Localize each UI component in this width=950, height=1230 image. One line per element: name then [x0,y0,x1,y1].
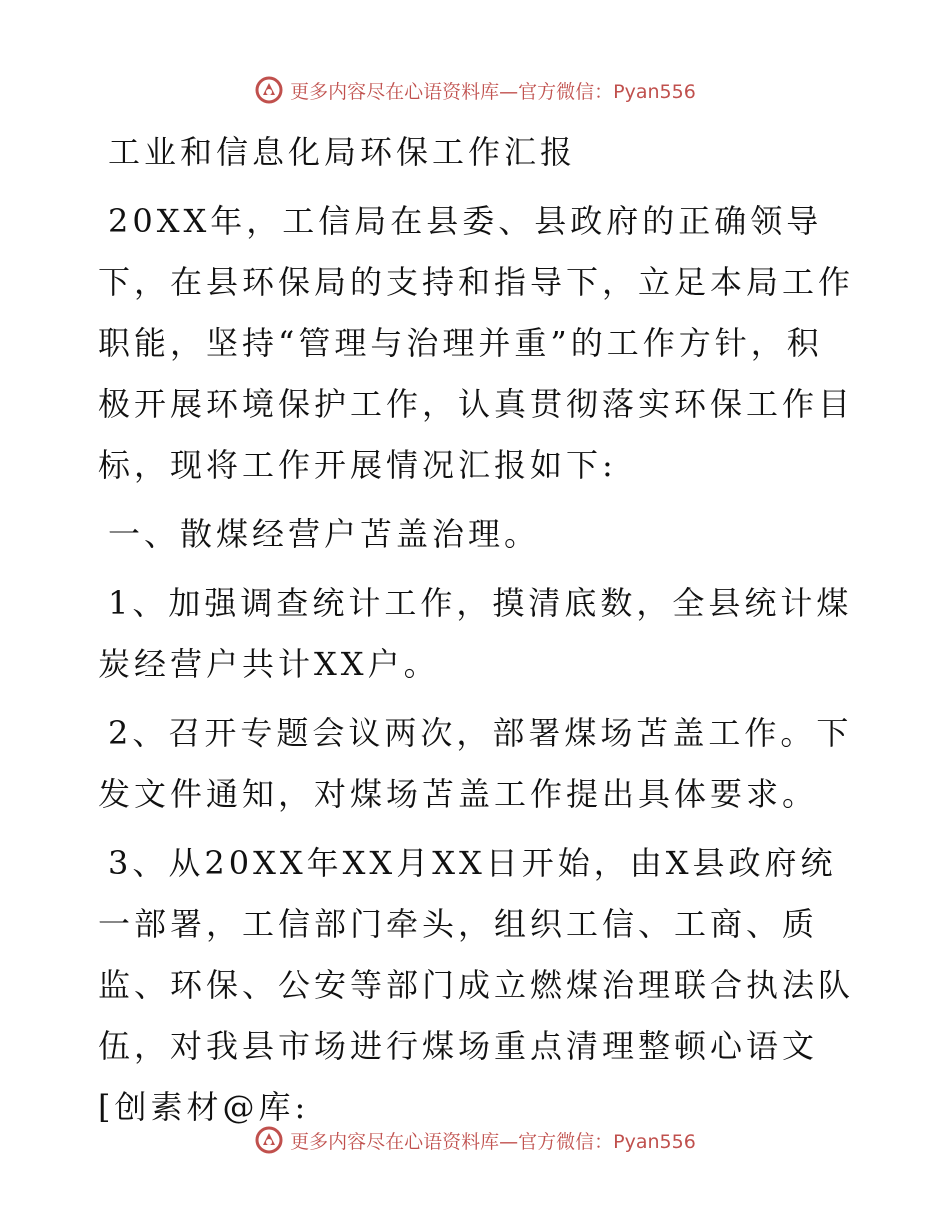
watermark-dash: — [499,1130,519,1153]
paragraph-item-3: 3、从20XX年XX月XX日开始，由X县政府统一部署，工信部门牵头，组织工信、工商、质监、环保、公安等部门成立燃煤治理联合执法队伍，对我县市场进行煤场重点清理整顿心语文[创素材@库: [98,844,855,1126]
paragraph-intro: 20XX年，工信局在县委、县政府的正确领导下，在县环保局的支持和指导下，立足本局工作职能，坚持“管理与治理并重”的工作方针，积极开展环境保护工作，认真贯彻落实环保工作目标，现将工作开展情况汇报如下: [98,202,855,484]
watermark-contact: 官方微信：Pyan556 [518,80,696,103]
paragraph-item-1: 1、加强调查统计工作，摸清底数，全县统计煤炭经营户共计XX户。 [98,584,853,683]
watermark-text [290,1127,696,1154]
document-body [98,122,858,1138]
brand-logo-icon [254,75,284,105]
paragraph-item-2: 2、召开专题会议两次，部署煤场苫盖工作。下发文件通知，对煤场苫盖工作提出具体要求。 [98,714,853,813]
watermark-contact: 官方微信：Pyan556 [518,1130,696,1153]
footer-watermark [0,1120,950,1160]
section-heading-1: 一、散煤经营户苫盖治理。 [108,515,541,553]
watermark-brand: 更多内容尽在心语资料库 [290,1130,500,1153]
watermark-brand: 更多内容尽在心语资料库 [290,80,500,103]
brand-logo-icon [254,1125,284,1155]
watermark-dash: — [499,80,519,103]
document-title: 工业和信息化局环保工作汇报 [108,133,577,171]
watermark-text [290,77,696,104]
header-watermark [0,70,950,110]
